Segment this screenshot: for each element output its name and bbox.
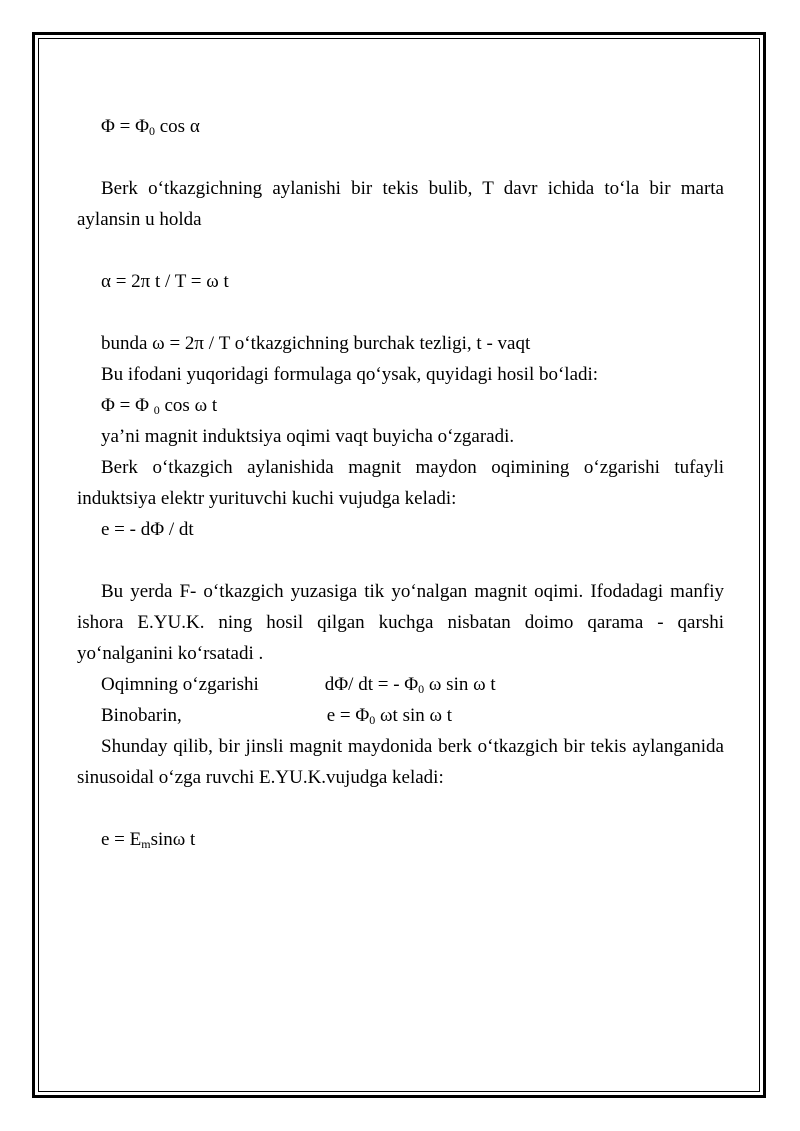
blank-line [77, 142, 724, 173]
text-run: e = E [101, 829, 142, 850]
text-run: bunda ω = 2π / T o‘tkazgichning burchak tezligi, t - vaqt [101, 333, 531, 354]
line-bunda [77, 328, 724, 359]
blank-line [77, 235, 724, 266]
para-yerda [77, 576, 724, 669]
formula-flux-time [77, 390, 724, 421]
text-run: Bu yerda F- o‘tkazgich yuzasiga tik yo‘nalgan magnit oqimi. Ifodadagi manfiy ishora E.YU.K. ning hosil qilgan kuchga nisbatan doimo qarama - qarshi yo‘nalganini ko‘rsatadi . [77, 581, 724, 664]
text-run: Shunday qilib, bir jinsli magnit maydonida berk o‘tkazgich bir tekis aylanganida sinusoidal o‘zga ruvchi E.YU.K.vujudga keladi: [77, 736, 724, 788]
subscript: 0 [369, 713, 376, 727]
text-run: ωt sin ω t [375, 705, 453, 726]
text-run: cos α [155, 116, 200, 137]
blank-line [77, 545, 724, 576]
text-run: cos ω t [159, 395, 218, 416]
subscript: 0 [149, 124, 155, 138]
text-run: e = Φ [326, 705, 370, 726]
line-oqimning [77, 669, 724, 700]
document-body [77, 111, 724, 855]
subscript: 0 [153, 403, 160, 417]
blank-line [77, 793, 724, 824]
text-run: sinω t [150, 829, 196, 850]
formula-emf [77, 514, 724, 545]
text-run: ya’ni magnit induktsiya oqimi vaqt buyicha o‘zgaradi. [101, 426, 515, 447]
text-run: dΦ/ dt = - Φ [324, 674, 419, 695]
text-run: Oqimning o‘zgarishi [101, 674, 259, 695]
para-rotation [77, 173, 724, 235]
line-ifoda [77, 359, 724, 390]
text-run: Berk o‘tkazgichning aylanishi bir tekis bulib, T davr ichida to‘la bir marta aylansin u holda [77, 178, 724, 230]
subscript: m [141, 837, 151, 851]
text-run: Bu ifodani yuqoridagi formulaga qo‘ysak, quyidagi hosil bo‘ladi: [101, 364, 599, 385]
blank-line [77, 297, 724, 328]
line-binobarin [77, 700, 724, 731]
subscript: 0 [418, 682, 425, 696]
text-run: Φ = Φ [101, 116, 149, 137]
formula-flux [77, 111, 724, 142]
text-run: α = 2π t / T = ω t [101, 271, 229, 292]
para-berk [77, 452, 724, 514]
formula-sine [77, 824, 724, 855]
formula-alpha [77, 266, 724, 297]
text-run: Berk o‘tkazgich aylanishida magnit maydon oqimining o‘zgarishi tufayli induktsiya elektr yurituvchi kuchi vujudga keladi: [77, 457, 724, 509]
text-run: Φ = Φ [101, 395, 154, 416]
text-run: e = - dΦ / dt [101, 519, 194, 540]
para-shunday [77, 731, 724, 793]
text-run: Binobarin, [101, 705, 182, 726]
line-yani [77, 421, 724, 452]
text-run: ω sin ω t [424, 674, 496, 695]
